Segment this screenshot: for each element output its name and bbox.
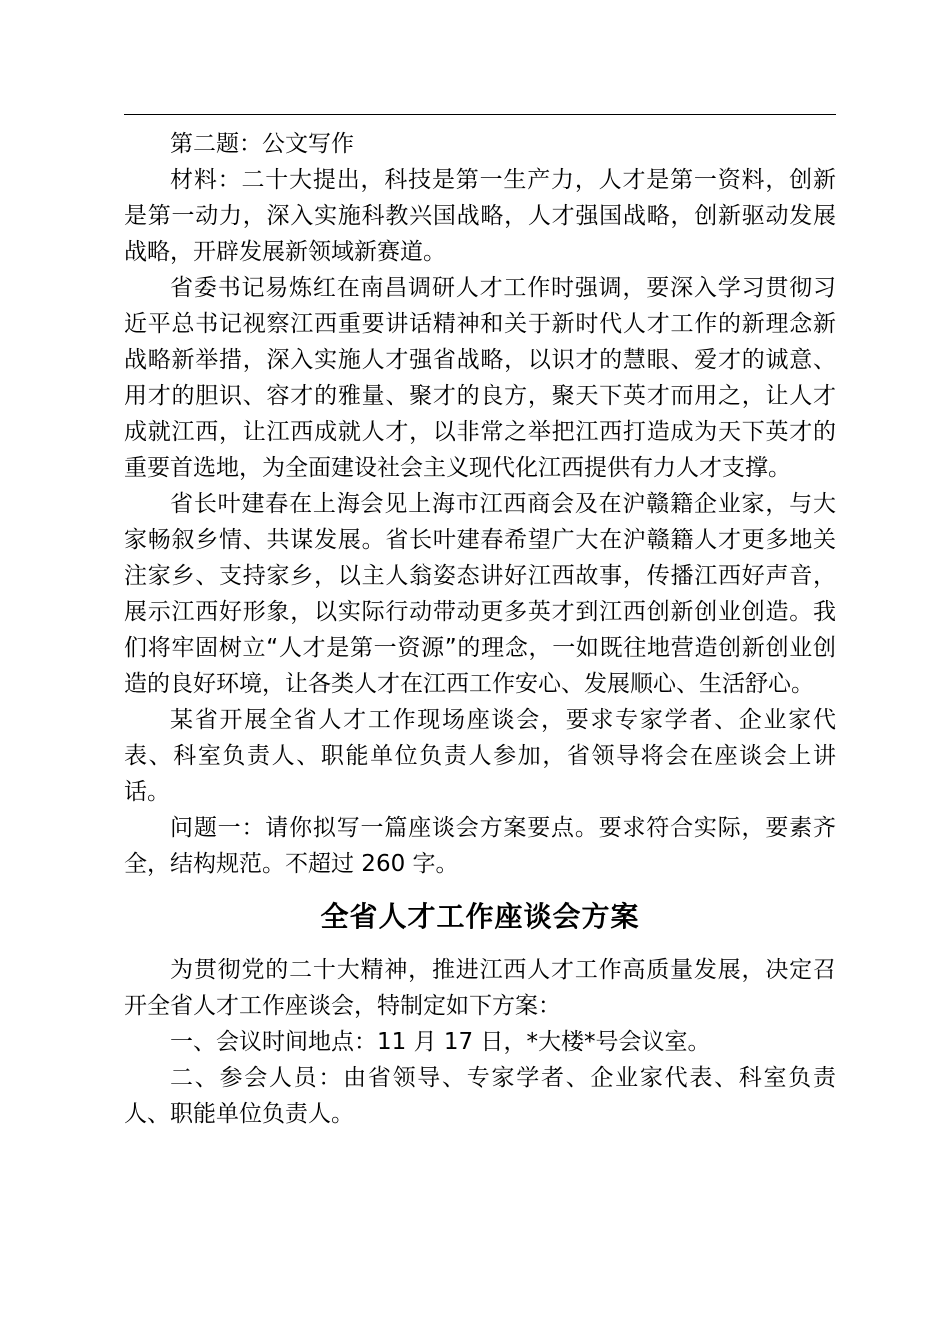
document-body bbox=[124, 126, 836, 1132]
material-paragraph-3: 省长叶建春在上海会见上海市江西商会及在沪赣籍企业家，与大家畅叙乡情、共谋发展。省长叶建春希望广大在沪赣籍人才更多地关注家乡、支持家乡，以主人翁姿态讲好江西故事，传播江西好声音，展示江西好形象，以实际行动带动更多英才到江西创新创业创造。我们将牢固树立“人才是第一资源”的理念，一如既往地营造创新创业创造的良好环境，让各类人才在江西工作安心、发展顺心、生活舒心。 bbox=[124, 491, 836, 697]
material-paragraph-4: 某省开展全省人才工作现场座谈会，要求专家学者、企业家代表、科室负责人、职能单位负责人参加，省领导将会在座谈会上讲话。 bbox=[124, 707, 836, 805]
header-rule bbox=[124, 114, 836, 115]
plan-intro-paragraph: 为贯彻党的二十大精神，推进江西人才工作高质量发展，决定召开全省人才工作座谈会，特制定如下方案： bbox=[124, 957, 836, 1019]
question-paragraph: 问题一：请你拟写一篇座谈会方案要点。要求符合实际，要素齐全，结构规范。不超过 260 字。 bbox=[124, 815, 836, 877]
plan-item-attendees: 二、参会人员：由省领导、专家学者、企业家代表、科室负责人、职能单位负责人。 bbox=[124, 1065, 836, 1127]
plan-title: 全省人才工作座谈会方案 bbox=[320, 900, 640, 933]
material-paragraph-1: 材料：二十大提出，科技是第一生产力，人才是第一资料，创新是第一动力，深入实施科教兴国战略，人才强国战略，创新驱动发展战略，开辟发展新领域新赛道。 bbox=[124, 167, 836, 265]
plan-item-time-place: 一、会议时间地点：11 月 17 日，*大楼*号会议室。 bbox=[170, 1029, 711, 1055]
section-heading: 第二题：公文写作 bbox=[170, 131, 354, 157]
material-paragraph-2: 省委书记易炼红在南昌调研人才工作时强调，要深入学习贯彻习近平总书记视察江西重要讲话精神和关于新时代人才工作的新理念新战略新举措，深入实施人才强省战略，以识才的慧眼、爱才的诚意、用才的胆识、容才的雅量、聚才的良方，聚天下英才而用之，让人才成就江西，让江西成就人才，以非常之举把江西打造成为天下英才的重要首选地，为全面建设社会主义现代化江西提供有力人才支撑。 bbox=[124, 275, 836, 481]
